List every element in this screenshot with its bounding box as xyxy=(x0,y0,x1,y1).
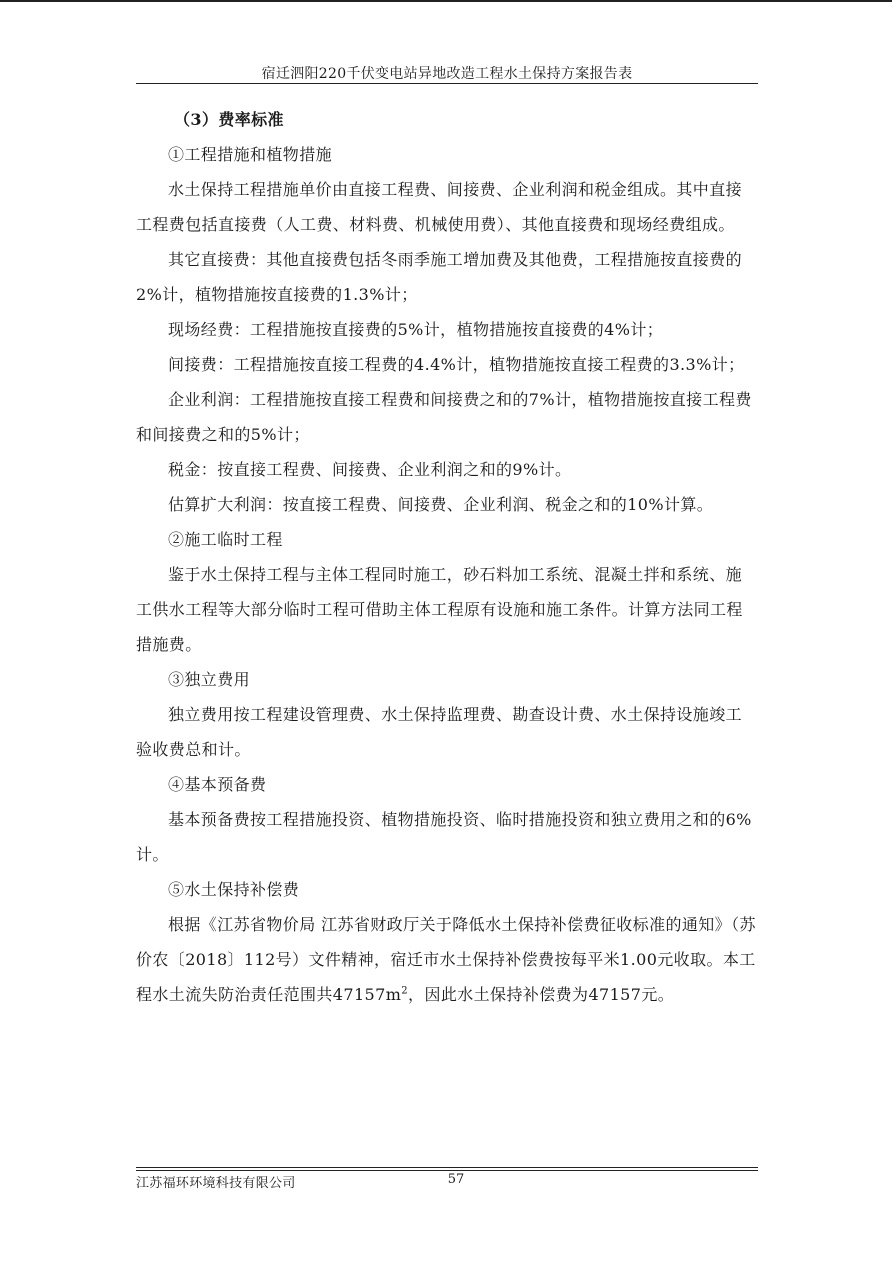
footer-rule-bottom xyxy=(136,1170,758,1171)
document-body xyxy=(136,102,758,1012)
compensation-text-part-1: 根据《江苏省物价局 江苏省财政厅关于降低水土保持补偿费征收标准的通知》（苏价农〔2018〕112号）文件精神，宿迁市水土保持补偿费按每平米1.00元收取。本工程水土流失防治责任范围共47157m xyxy=(136,915,756,1004)
header-rule xyxy=(136,83,758,84)
subheading-basic-reserve: ④基本预备费 xyxy=(168,775,267,794)
paragraph-independent-cost: 独立费用按工程建设管理费、水土保持监理费、勘查设计费、水土保持设施竣工验收费总和计。 xyxy=(136,705,743,759)
paragraph-compensation-fee xyxy=(136,907,758,1012)
paragraph-enterprise-profit: 企业利润：工程措施按直接工程费和间接费之和的7%计，植物措施按直接工程费和间接费之和的5%计； xyxy=(136,390,752,444)
subheading-engineering-plant: ①工程措施和植物措施 xyxy=(168,145,333,164)
page-top-border xyxy=(0,0,892,2)
subheading-temporary-works: ②施工临时工程 xyxy=(168,530,283,549)
subheading-independent-cost: ③独立费用 xyxy=(168,670,251,689)
paragraph-site-cost: 现场经费：工程措施按直接费的5%计，植物措施按直接费的4%计； xyxy=(168,320,664,339)
section-heading: （3）费率标准 xyxy=(174,110,284,129)
paragraph-other-direct-cost: 其它直接费：其他直接费包括冬雨季施工增加费及其他费，工程措施按直接费的2%计，植物措施按直接费的1.3%计； xyxy=(136,250,743,304)
footer-company-name: 江苏福环环境科技有限公司 xyxy=(136,1176,296,1191)
page-header-title: 宿迁泗阳220千伏变电站异地改造工程水土保持方案报告表 xyxy=(261,66,633,82)
square-superscript: 2 xyxy=(401,985,409,997)
compensation-text-part-2: ，因此水土保持补偿费为47157元。 xyxy=(408,985,675,1004)
footer-rule-top xyxy=(136,1167,758,1168)
paragraph-indirect-cost: 间接费：工程措施按直接工程费的4.4%计，植物措施按直接工程费的3.3%计； xyxy=(168,355,745,374)
paragraph-temporary-works: 鉴于水土保持工程与主体工程同时施工，砂石料加工系统、混凝土拌和系统、施工供水工程等大部分临时工程可借助主体工程原有设施和施工条件。计算方法同工程措施费。 xyxy=(136,565,743,654)
paragraph-unit-price: 水土保持工程措施单价由直接工程费、间接费、企业利润和税金组成。其中直接工程费包括直接费（人工费、材料费、机械使用费）、其他直接费和现场经费组成。 xyxy=(136,180,743,234)
paragraph-tax: 税金：按直接工程费、间接费、企业利润之和的9%计。 xyxy=(168,460,572,479)
subheading-compensation-fee: ⑤水土保持补偿费 xyxy=(168,880,300,899)
paragraph-basic-reserve: 基本预备费按工程措施投资、植物措施投资、临时措施投资和独立费用之和的6%计。 xyxy=(136,810,752,864)
page-number: 57 xyxy=(447,1172,465,1187)
paragraph-expanded-profit: 估算扩大利润：按直接工程费、间接费、企业利润、税金之和的10%计算。 xyxy=(168,495,714,514)
